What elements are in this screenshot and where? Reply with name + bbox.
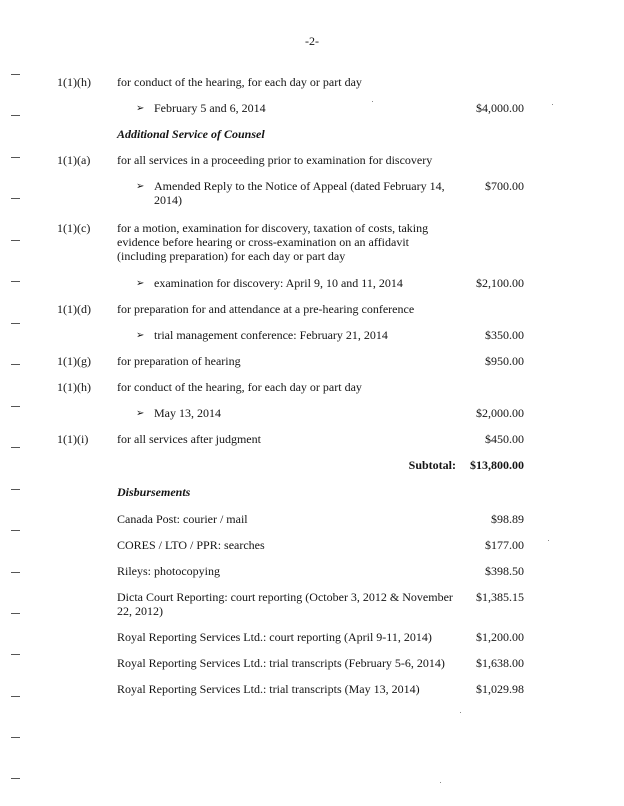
section-heading-disbursements: Disbursements <box>117 485 191 499</box>
disbursement-text: CORES / LTO / PPR: searches <box>117 538 265 552</box>
line-item-amount: $450.00 <box>485 432 524 446</box>
tariff-description: for preparation of hearing <box>117 354 241 368</box>
tariff-code: 1(1)(g) <box>57 354 91 368</box>
section-heading-additional-service: Additional Service of Counsel <box>117 127 265 141</box>
disbursement-amount: $177.00 <box>485 538 524 552</box>
disbursement-amount: $98.89 <box>491 512 524 526</box>
tariff-description: for preparation for and attendance at a pre-hearing conference <box>117 302 415 316</box>
disbursement-amount: $1,200.00 <box>476 630 524 644</box>
line-item-amount: $350.00 <box>485 328 524 342</box>
subtotal-label: Subtotal: <box>408 458 456 472</box>
disbursement-amount: $1,638.00 <box>476 656 524 670</box>
margin-dash <box>11 157 20 158</box>
tariff-description-cont: (including preparation) for each day or part day <box>117 249 346 263</box>
tariff-code: 1(1)(d) <box>57 302 91 316</box>
margin-dash <box>11 737 20 738</box>
scan-speck <box>552 104 553 105</box>
tariff-description: for conduct of the hearing, for each day or part day <box>117 75 362 89</box>
disbursement-text: Canada Post: courier / mail <box>117 512 248 526</box>
arrow-bullet-icon: ➢ <box>136 330 145 341</box>
tariff-code: 1(1)(c) <box>57 221 91 235</box>
margin-dash <box>11 696 20 697</box>
tariff-description: for all services in a proceeding prior to examination for discovery <box>117 153 433 167</box>
disbursement-amount: $1,385.15 <box>476 590 524 604</box>
line-item-text: Amended Reply to the Notice of Appeal (dated February 14, <box>154 179 445 193</box>
disbursement-amount: $398.50 <box>485 564 524 578</box>
line-item-amount: $4,000.00 <box>476 101 524 115</box>
disbursement-text: Royal Reporting Services Ltd.: trial transcripts (February 5-6, 2014) <box>117 656 445 670</box>
margin-dash <box>11 323 20 324</box>
disbursement-text: Dicta Court Reporting: court reporting (October 3, 2012 & November <box>117 590 453 604</box>
tariff-code: 1(1)(i) <box>57 432 89 446</box>
disbursement-text: Royal Reporting Services Ltd.: trial transcripts (May 13, 2014) <box>117 682 420 696</box>
line-item-amount: $2,100.00 <box>476 276 524 290</box>
disbursement-text: Royal Reporting Services Ltd.: court reporting (April 9-11, 2014) <box>117 630 432 644</box>
page-number: -2- <box>305 34 319 48</box>
margin-dash <box>11 778 20 779</box>
tariff-code: 1(1)(h) <box>57 75 91 89</box>
margin-dash <box>11 447 20 448</box>
disbursement-amount: $1,029.98 <box>476 682 524 696</box>
scan-speck <box>548 540 549 541</box>
margin-dash <box>11 198 20 199</box>
margin-dash <box>11 530 20 531</box>
margin-dash <box>11 613 20 614</box>
line-item-amount: $700.00 <box>485 179 524 193</box>
scan-speck <box>460 712 461 713</box>
arrow-bullet-icon: ➢ <box>136 278 145 289</box>
tariff-code: 1(1)(a) <box>57 153 91 167</box>
margin-dash <box>11 406 20 407</box>
margin-dash <box>11 115 20 116</box>
line-item-text: May 13, 2014 <box>154 406 221 420</box>
line-item-text: examination for discovery: April 9, 10 and 11, 2014 <box>154 276 403 290</box>
arrow-bullet-icon: ➢ <box>136 181 145 192</box>
margin-dash <box>11 240 20 241</box>
arrow-bullet-icon: ➢ <box>136 408 145 419</box>
disbursement-text: Rileys: photocopying <box>117 564 220 578</box>
line-item-text: February 5 and 6, 2014 <box>154 101 266 115</box>
margin-dash <box>11 364 20 365</box>
disbursement-text-cont: 22, 2012) <box>117 604 163 618</box>
line-item-text: trial management conference: February 21, 2014 <box>154 328 388 342</box>
tariff-description: for conduct of the hearing, for each day or part day <box>117 380 362 394</box>
tariff-description: for a motion, examination for discovery, taxation of costs, taking <box>117 221 429 235</box>
tariff-description-cont: evidence before hearing or cross-examination on an affidavit <box>117 235 409 249</box>
margin-dash <box>11 281 20 282</box>
subtotal-amount: $13,800.00 <box>470 458 524 472</box>
line-item-text-cont: 2014) <box>154 193 182 207</box>
margin-dash <box>11 74 20 75</box>
line-item-amount: $950.00 <box>485 354 524 368</box>
tariff-code: 1(1)(h) <box>57 380 91 394</box>
line-item-amount: $2,000.00 <box>476 406 524 420</box>
margin-dash <box>11 572 20 573</box>
margin-dash <box>11 489 20 490</box>
arrow-bullet-icon: ➢ <box>136 103 145 114</box>
tariff-description: for all services after judgment <box>117 432 261 446</box>
margin-dash <box>11 654 20 655</box>
scan-speck <box>372 101 373 102</box>
scan-speck <box>440 782 441 783</box>
